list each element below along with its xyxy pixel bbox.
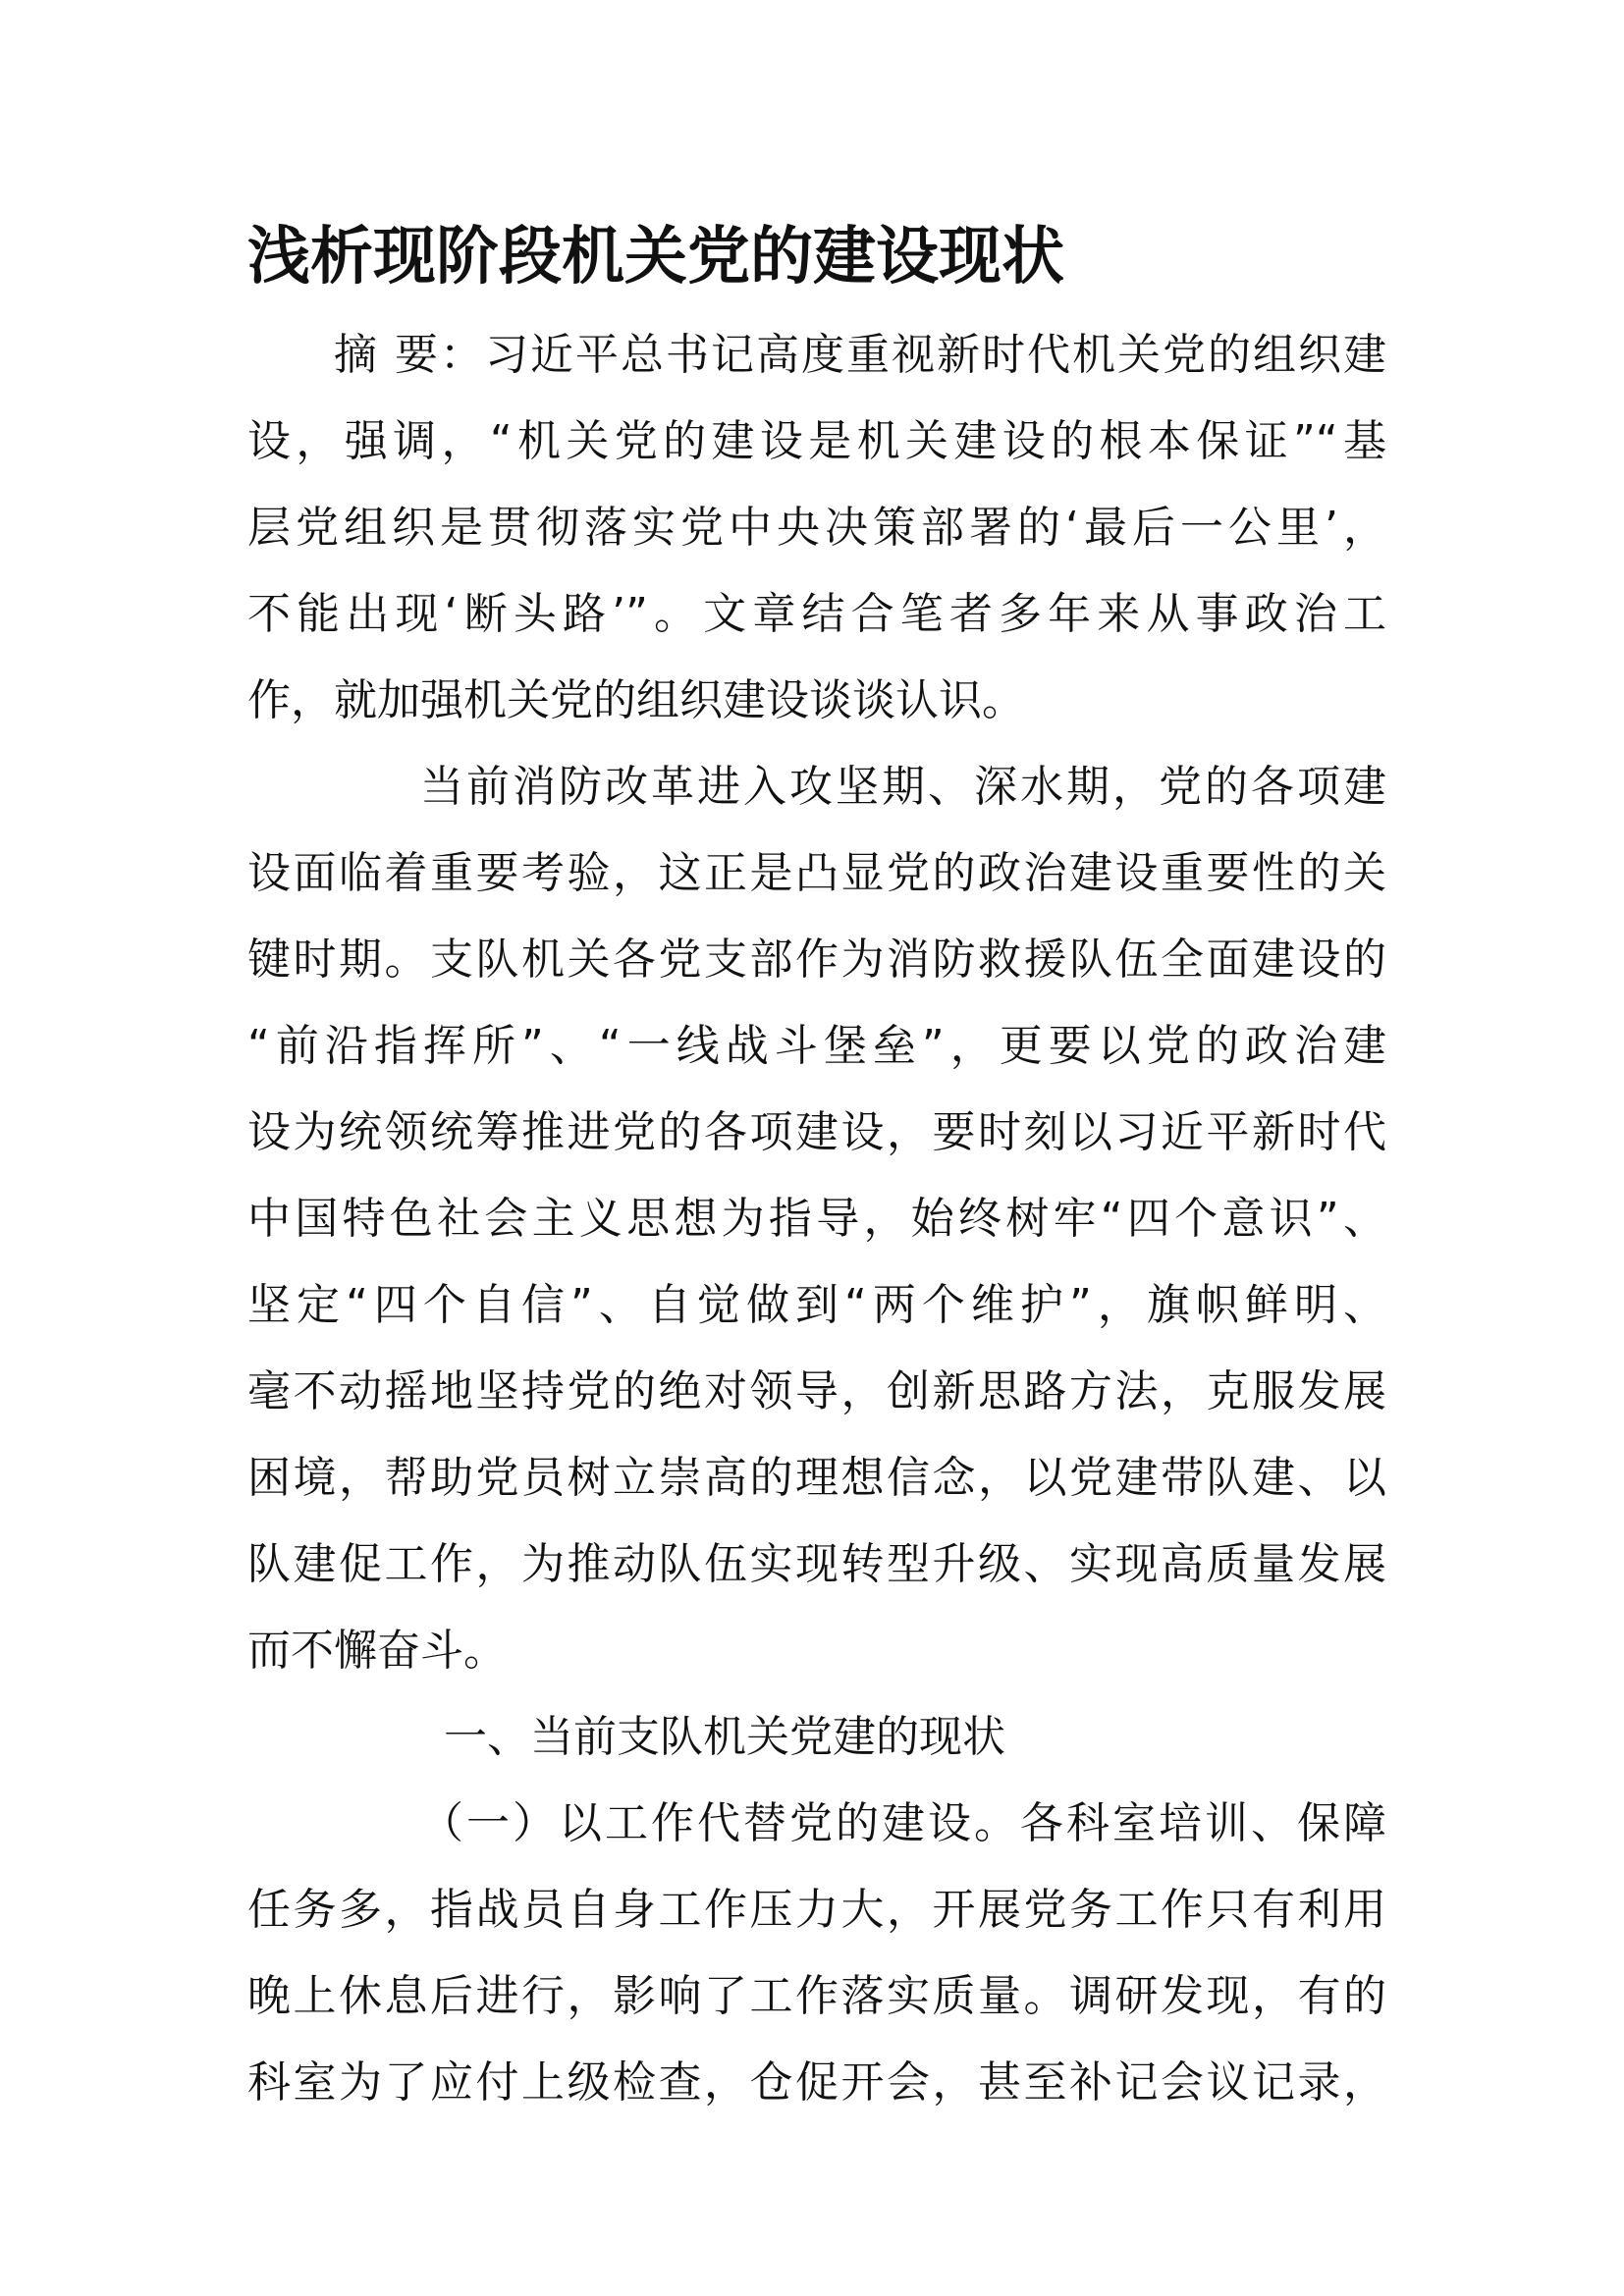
paragraph-1-line-6: 中国特色社会主义思想为指导，始终树牢“四个意识”、 [247,1194,1386,1244]
paragraph-1-line-2: 设面临着重要考验，这正是凸显党的政治建设重要性的关 [247,848,1386,898]
document-title: 浅析现阶段机关党的建设现状 [247,221,1064,294]
abstract-line-3: 层党组织是贯彻落实党中央决策部署的‘最后一公里’， [247,503,1386,553]
abstract-line-4: 不能出现‘断头路’”。文章结合笔者多年来从事政治工 [247,589,1386,639]
abstract-line-2: 设，强调，“机关党的建设是机关建设的根本保证”“基 [247,416,1386,466]
paragraph-1-line-1: 当前消防改革进入攻坚期、深水期，党的各项建 [420,762,1386,812]
paragraph-2-line-2: 任务多，指战员自身工作压力大，开展党务工作只有利用 [247,1885,1386,1935]
abstract-line-1: 摘 要：习近平总书记高度重视新时代机关党的组织建 [334,330,1386,380]
paragraph-1-line-7: 坚定“四个自信”、自觉做到“两个维护”，旗帜鲜明、 [247,1280,1386,1330]
paragraph-1-line-10: 队建促工作，为推动队伍实现转型升级、实现高质量发展 [247,1539,1386,1589]
paragraph-2-line-3: 晚上休息后进行，影响了工作落实质量。调研发现，有的 [247,1971,1386,2021]
paragraph-1-line-3: 键时期。支队机关各党支部作为消防救援队伍全面建设的 [247,934,1386,985]
paragraph-1-line-8: 毫不动摇地坚持党的绝对领导，创新思路方法，克服发展 [247,1366,1386,1416]
paragraph-2-line-4: 科室为了应付上级检查，仓促开会，甚至补记会议记录， [247,2057,1386,2108]
paragraph-1-line-11: 而不懈奋斗。 [247,1626,507,1676]
paragraph-1-line-4: “前沿指挥所”、“一线战斗堡垒”，更要以党的政治建 [247,1021,1386,1071]
paragraph-1-line-9: 困境，帮助党员树立崇高的理想信念，以党建带队建、以 [247,1453,1386,1503]
abstract-line-5: 作，就加强机关党的组织建设谈谈认识。 [247,675,1025,725]
paragraph-2-line-1: （一）以工作代替党的建设。各科室培训、保障 [420,1798,1386,1848]
paragraph-1-line-5: 设为统领统筹推进党的各项建设，要时刻以习近平新时代 [247,1107,1386,1157]
section-heading-1: 一、当前支队机关党建的现状 [444,1712,1005,1762]
